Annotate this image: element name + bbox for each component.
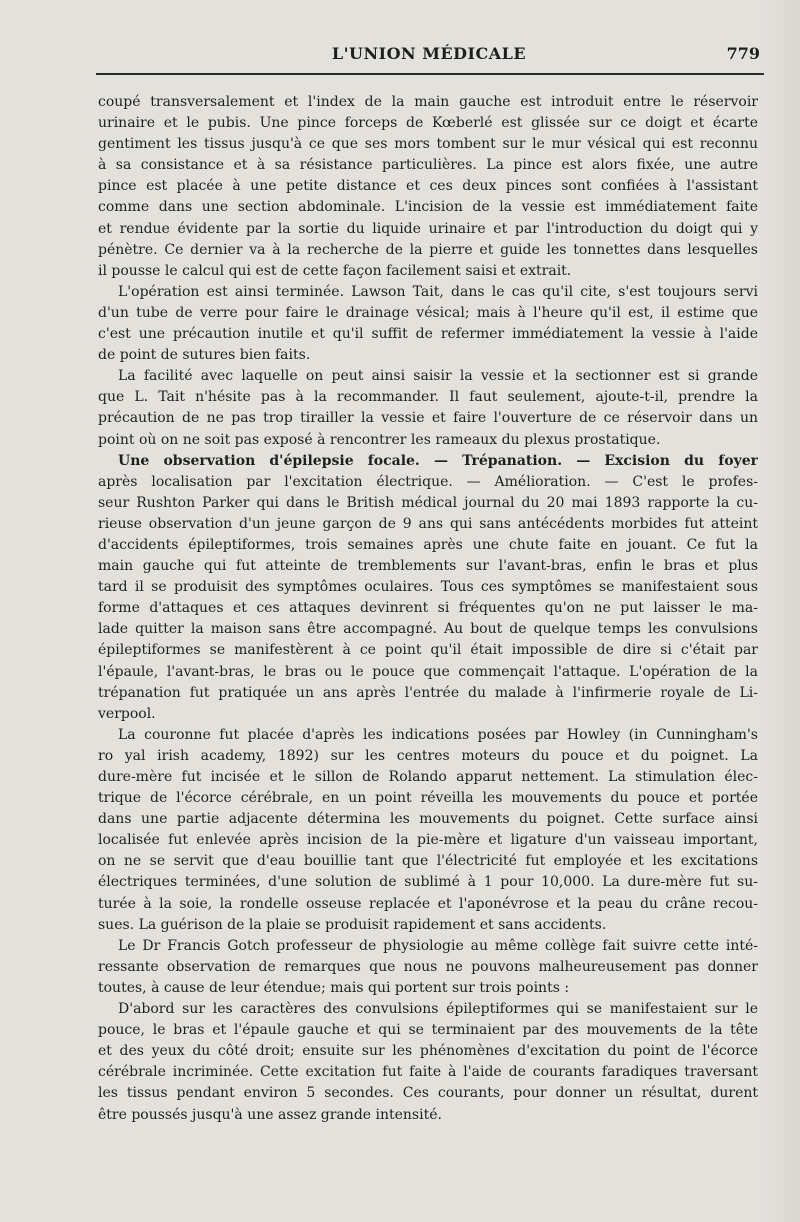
text-line: et des yeux du côté droit; ensuite sur les phénomènes d'excitation du point de l'écorce [98,1043,758,1060]
text-line: après localisation par l'excitation électrique. — Amélioration. — C'est le profes- [98,473,758,490]
text-line: turée à la soie, la rondelle osseuse replacée et l'aponévrose et la peau du crâne recou- [98,895,758,912]
text-line: dans une partie adjacente détermina les mouvements du poignet. Cette surface ainsi [98,811,758,828]
header-rule [96,73,764,75]
text-line: point où on ne soit pas exposé à rencontrer les rameaux du plexus prostatique. [98,431,661,448]
text-line: gentiment les tissus jusqu'à ce que ses mors tombent sur le mur vésical qui est reconnu [98,136,758,153]
text-line: tard il se produisit des symptômes oculaires. Tous ces symptômes se manifestaient sous [98,579,758,596]
text-line: dure-mère fut incisée et le sillon de Rolando apparut nettement. La stimulation élec- [98,769,758,785]
text-line: il pousse le calcul qui est de cette façon facilement saisi et extrait. [98,262,572,279]
text-line: L'opération est ainsi terminée. Lawson Tait, dans le cas qu'il cite, s'est toujours servi [118,283,758,300]
page-number: 779 [726,44,760,63]
text-line: de point de sutures bien faits. [98,347,311,364]
text-line: La facilité avec laquelle on peut ainsi saisir la vessie et la sectionner est si grande [118,368,758,385]
text-line: précaution de ne pas trop tirailler la vessie et faire l'ouverture de ce réservoir dans un [98,410,758,427]
text-line: d'un tube de verre pour faire le drainage vésical; mais à l'heure qu'il est, il estime que [98,304,758,321]
text-line: pénètre. Ce dernier va à la recherche de la pierre et guide les tonnettes dans lesquelles [98,241,758,258]
body-text [98,92,758,1126]
text-line: c'est une précaution inutile et qu'il suffit de refermer immédiatement la vessie à l'aide [98,326,758,343]
text-line: à sa consistance et à sa résistance particulières. La pince est alors fixée, une autre [98,157,758,174]
text-line: comme dans une section abdominale. L'incision de la vessie est immédiatement faite [98,199,758,216]
text-line: être poussés jusqu'à une assez grande intensité. [98,1106,442,1123]
text-line: lade quitter la maison sans être accompagné. Au bout de quelque temps les convulsions [98,621,758,638]
running-header [98,42,760,72]
text-line: trique de l'écorce cérébrale, en un point réveilla les mouvements du pouce et portée [98,790,758,807]
text-line: ro yal irish academy, 1892) sur les centres moteurs du pouce et du poignet. La [98,747,758,764]
text-line: localisée fut enlevée après incision de la pie-mère et ligature d'un vaisseau important, [98,832,758,849]
text-line: pouce, le bras et l'épaule gauche et qui se terminaient par des mouvements de la tête [98,1022,758,1039]
page-edge-shadow [760,0,800,1222]
text-line: pince est placée à une petite distance et ces deux pinces sont confiées à l'assistant [98,178,758,195]
text-line: trépanation fut pratiquée un ans après l'entrée du malade à l'infirmerie royale de Li- [98,684,758,701]
text-line: électriques terminées, d'une solution de sublimé à 1 pour 10,000. La dure-mère fut su- [98,874,758,891]
text-line: épileptiformes se manifestèrent à ce point qu'il était impossible de dire si c'était par [98,642,758,659]
text-line: verpool. [98,705,156,722]
text-line: rieuse observation d'un jeune garçon de 9 ans qui sans antécédents morbides fut atteint [98,515,758,532]
text-line: les tissus pendant environ 5 secondes. Ces courants, pour donner un résultat, durent [98,1085,758,1102]
text-line: seur Rushton Parker qui dans le British médical journal du 20 mai 1893 rapporte la cu- [98,494,758,511]
text-line: que L. Tait n'hésite pas à la recommander. Il faut seulement, ajoute-t-il, prendre la [98,389,758,406]
text-line: La couronne fut placée d'après les indications posées par Howley (in Cunningham's [118,726,758,743]
text-line: Le Dr Francis Gotch professeur de physiologie au même collège fait suivre cette inté- [118,937,758,954]
text-line: on ne se servit que d'eau bouillie tant que l'électricité fut employée et les excitations [98,853,758,870]
text-line: ressante observation de remarques que nous ne pouvons malheureusement pas donner [98,958,758,975]
text-line: urinaire et le pubis. Une pince forceps de Kœberlé est glissée sur ce doigt et écarte [98,115,758,132]
journal-title: L'UNION MÉDICALE [331,44,527,63]
text-line: toutes, à cause de leur étendue; mais qui portent sur trois points : [98,979,570,996]
text-line: et rendue évidente par la sortie du liquide urinaire et par l'introduction du doigt qui y [98,220,758,237]
text-line: main gauche qui fut atteinte de tremblements sur l'avant-bras, enfin le bras et plus [98,558,758,575]
text-line: cérébrale incriminée. Cette excitation fut faite à l'aide de courants faradiques traversant [98,1064,758,1081]
text-line: coupé transversalement et l'index de la main gauche est introduit entre le réservoir [98,94,758,110]
section-heading: Une observation d'épilepsie focale. — Trépanation. — Excision du foyer [118,452,758,469]
text-line: forme d'attaques et ces attaques devinrent si fréquentes qu'on ne put laisser le ma- [98,600,758,617]
text-line: sues. La guérison de la plaie se produisit rapidement et sans accidents. [98,916,607,933]
text-line: d'accidents épileptiformes, trois semaines après une chute faite en jouant. Ce fut la [98,536,758,553]
text-line: D'abord sur les caractères des convulsions épileptiformes qui se manifestaient sur le [118,1001,758,1018]
text-line: l'épaule, l'avant-bras, le bras ou le pouce que commençait l'attaque. L'opération de la [98,663,758,680]
